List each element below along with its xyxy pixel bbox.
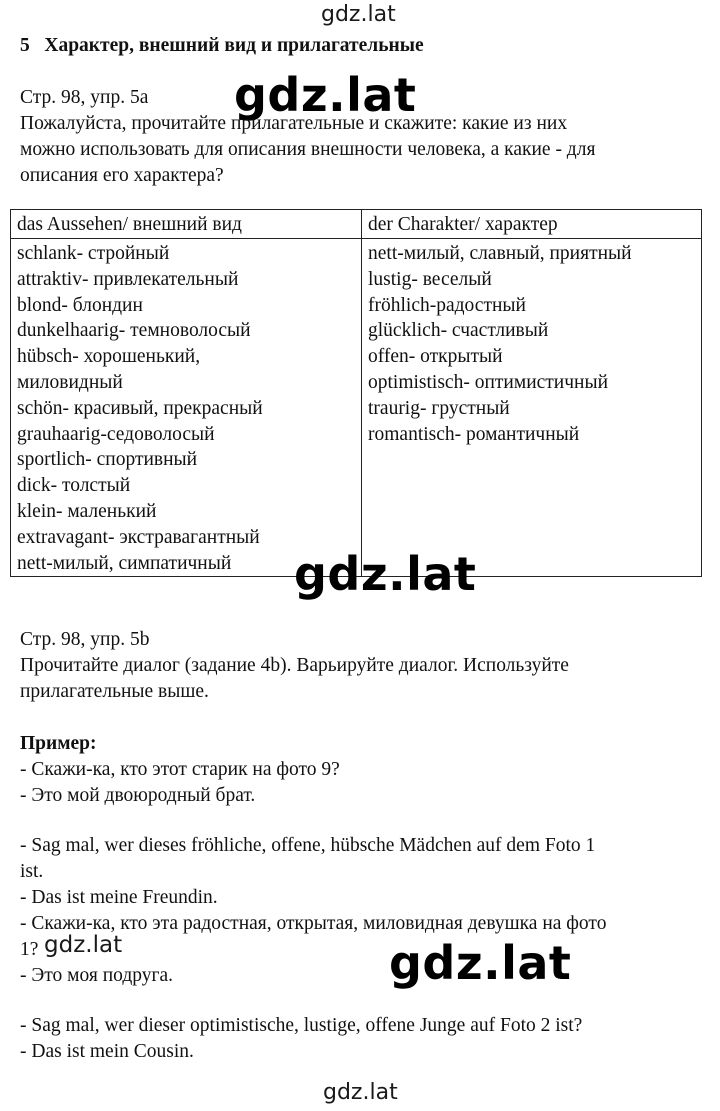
table-header-row [11, 210, 702, 239]
list-item: hübsch- хорошенький, [17, 346, 201, 368]
watermark-bottom: gdz.lat [323, 1080, 398, 1105]
exercise-5b-ref: Стр. 98, упр. 5b [20, 629, 150, 650]
list-item: schlank- стройный [17, 243, 170, 264]
list-item: optimistisch- оптимистичный [368, 371, 609, 393]
list-item: sportlich- спортивный [17, 449, 198, 471]
example-dialog-1 [20, 757, 340, 809]
list-item: nett-милый, славный, приятный [368, 243, 632, 264]
exercise-5a-ref: Стр. 98, упр. 5а [20, 87, 149, 108]
dialog-line: - Sag mal, wer dieser optimistische, lustige, offene Junge auf Foto 2 ist? [20, 1015, 583, 1036]
list-item: dunkelhaarig- темноволосый [17, 320, 251, 342]
dialog-line: - Das ist mein Cousin. [20, 1041, 194, 1062]
section-heading [20, 33, 424, 59]
list-item: миловидный [17, 371, 123, 393]
dialog-line: - Sag mal, wer dieses fröhliche, offene, hübsche Mädchen auf dem Foto 1 [20, 835, 596, 856]
dialog-line: - Это мой двоюродный брат. [20, 785, 256, 806]
watermark-mid1: gdz.lat [234, 68, 417, 122]
dialog-line: - Скажи-ка, кто этот старик на фото 9? [20, 759, 340, 780]
vocabulary-table [10, 209, 702, 577]
instruction-line: описания его характера? [20, 165, 224, 186]
dialog-line: 1? [20, 939, 39, 960]
list-item: lustig- веселый [368, 268, 492, 290]
list-item: romantisch- романтичный [368, 423, 580, 445]
appearance-cell [11, 239, 362, 577]
exercise-5b-instruction [20, 653, 569, 705]
column-header-appearance: das Aussehen/ внешний вид [11, 210, 362, 239]
dialog-line: - Это моя подруга. [20, 965, 174, 986]
instruction-line: Прочитайте диалог (задание 4b). Варьируйте диалог. Используйте [20, 655, 569, 676]
table-body-row [11, 239, 702, 577]
watermark-top: gdz.lat [321, 2, 396, 27]
dialog-line: - Das ist meine Freundin. [20, 887, 218, 908]
list-item: offen- открытый [368, 346, 503, 368]
list-item: glücklich- счастливый [368, 320, 549, 342]
list-item: extravagant- экстравагантный [17, 526, 260, 548]
dialog-line: - Скажи-ка, кто эта радостная, открытая, миловидная девушка на фото [20, 913, 607, 934]
section-title: Характер, внешний вид и прилагательные [44, 35, 424, 56]
list-item: traurig- грустный [368, 397, 510, 419]
instruction-line: прилагательные выше. [20, 681, 209, 702]
list-item: fröhlich-радостный [368, 294, 526, 316]
list-item: dick- толстый [17, 475, 131, 497]
instruction-line: можно использовать для описания внешности человека, а какие - для [20, 139, 596, 160]
instruction-line: Пожалуйста, прочитайте прилагательные и скажите: какие из них [20, 113, 568, 134]
example-dialog-3 [20, 1013, 582, 1065]
list-item: schön- красивый, прекрасный [17, 397, 263, 419]
watermark-inline: gdz.lat [44, 932, 123, 958]
watermark-mid2: gdz.lat [294, 547, 477, 601]
list-item: klein- маленький [17, 500, 157, 522]
watermark-big-bottom: gdz.lat [389, 936, 572, 990]
column-header-character: der Charakter/ характер [362, 210, 702, 239]
list-item: attraktiv- привлекательный [17, 268, 239, 290]
list-item: grauhaarig-седоволосый [17, 423, 215, 445]
section-number: 5 [20, 35, 30, 56]
list-item: nett-милый, симпатичный [17, 552, 232, 574]
dialog-line: ist. [20, 861, 44, 882]
exercise-5a-instruction [20, 111, 595, 189]
list-item: blond- блондин [17, 294, 143, 316]
example-label: Пример: [20, 733, 97, 754]
character-cell [362, 239, 702, 577]
